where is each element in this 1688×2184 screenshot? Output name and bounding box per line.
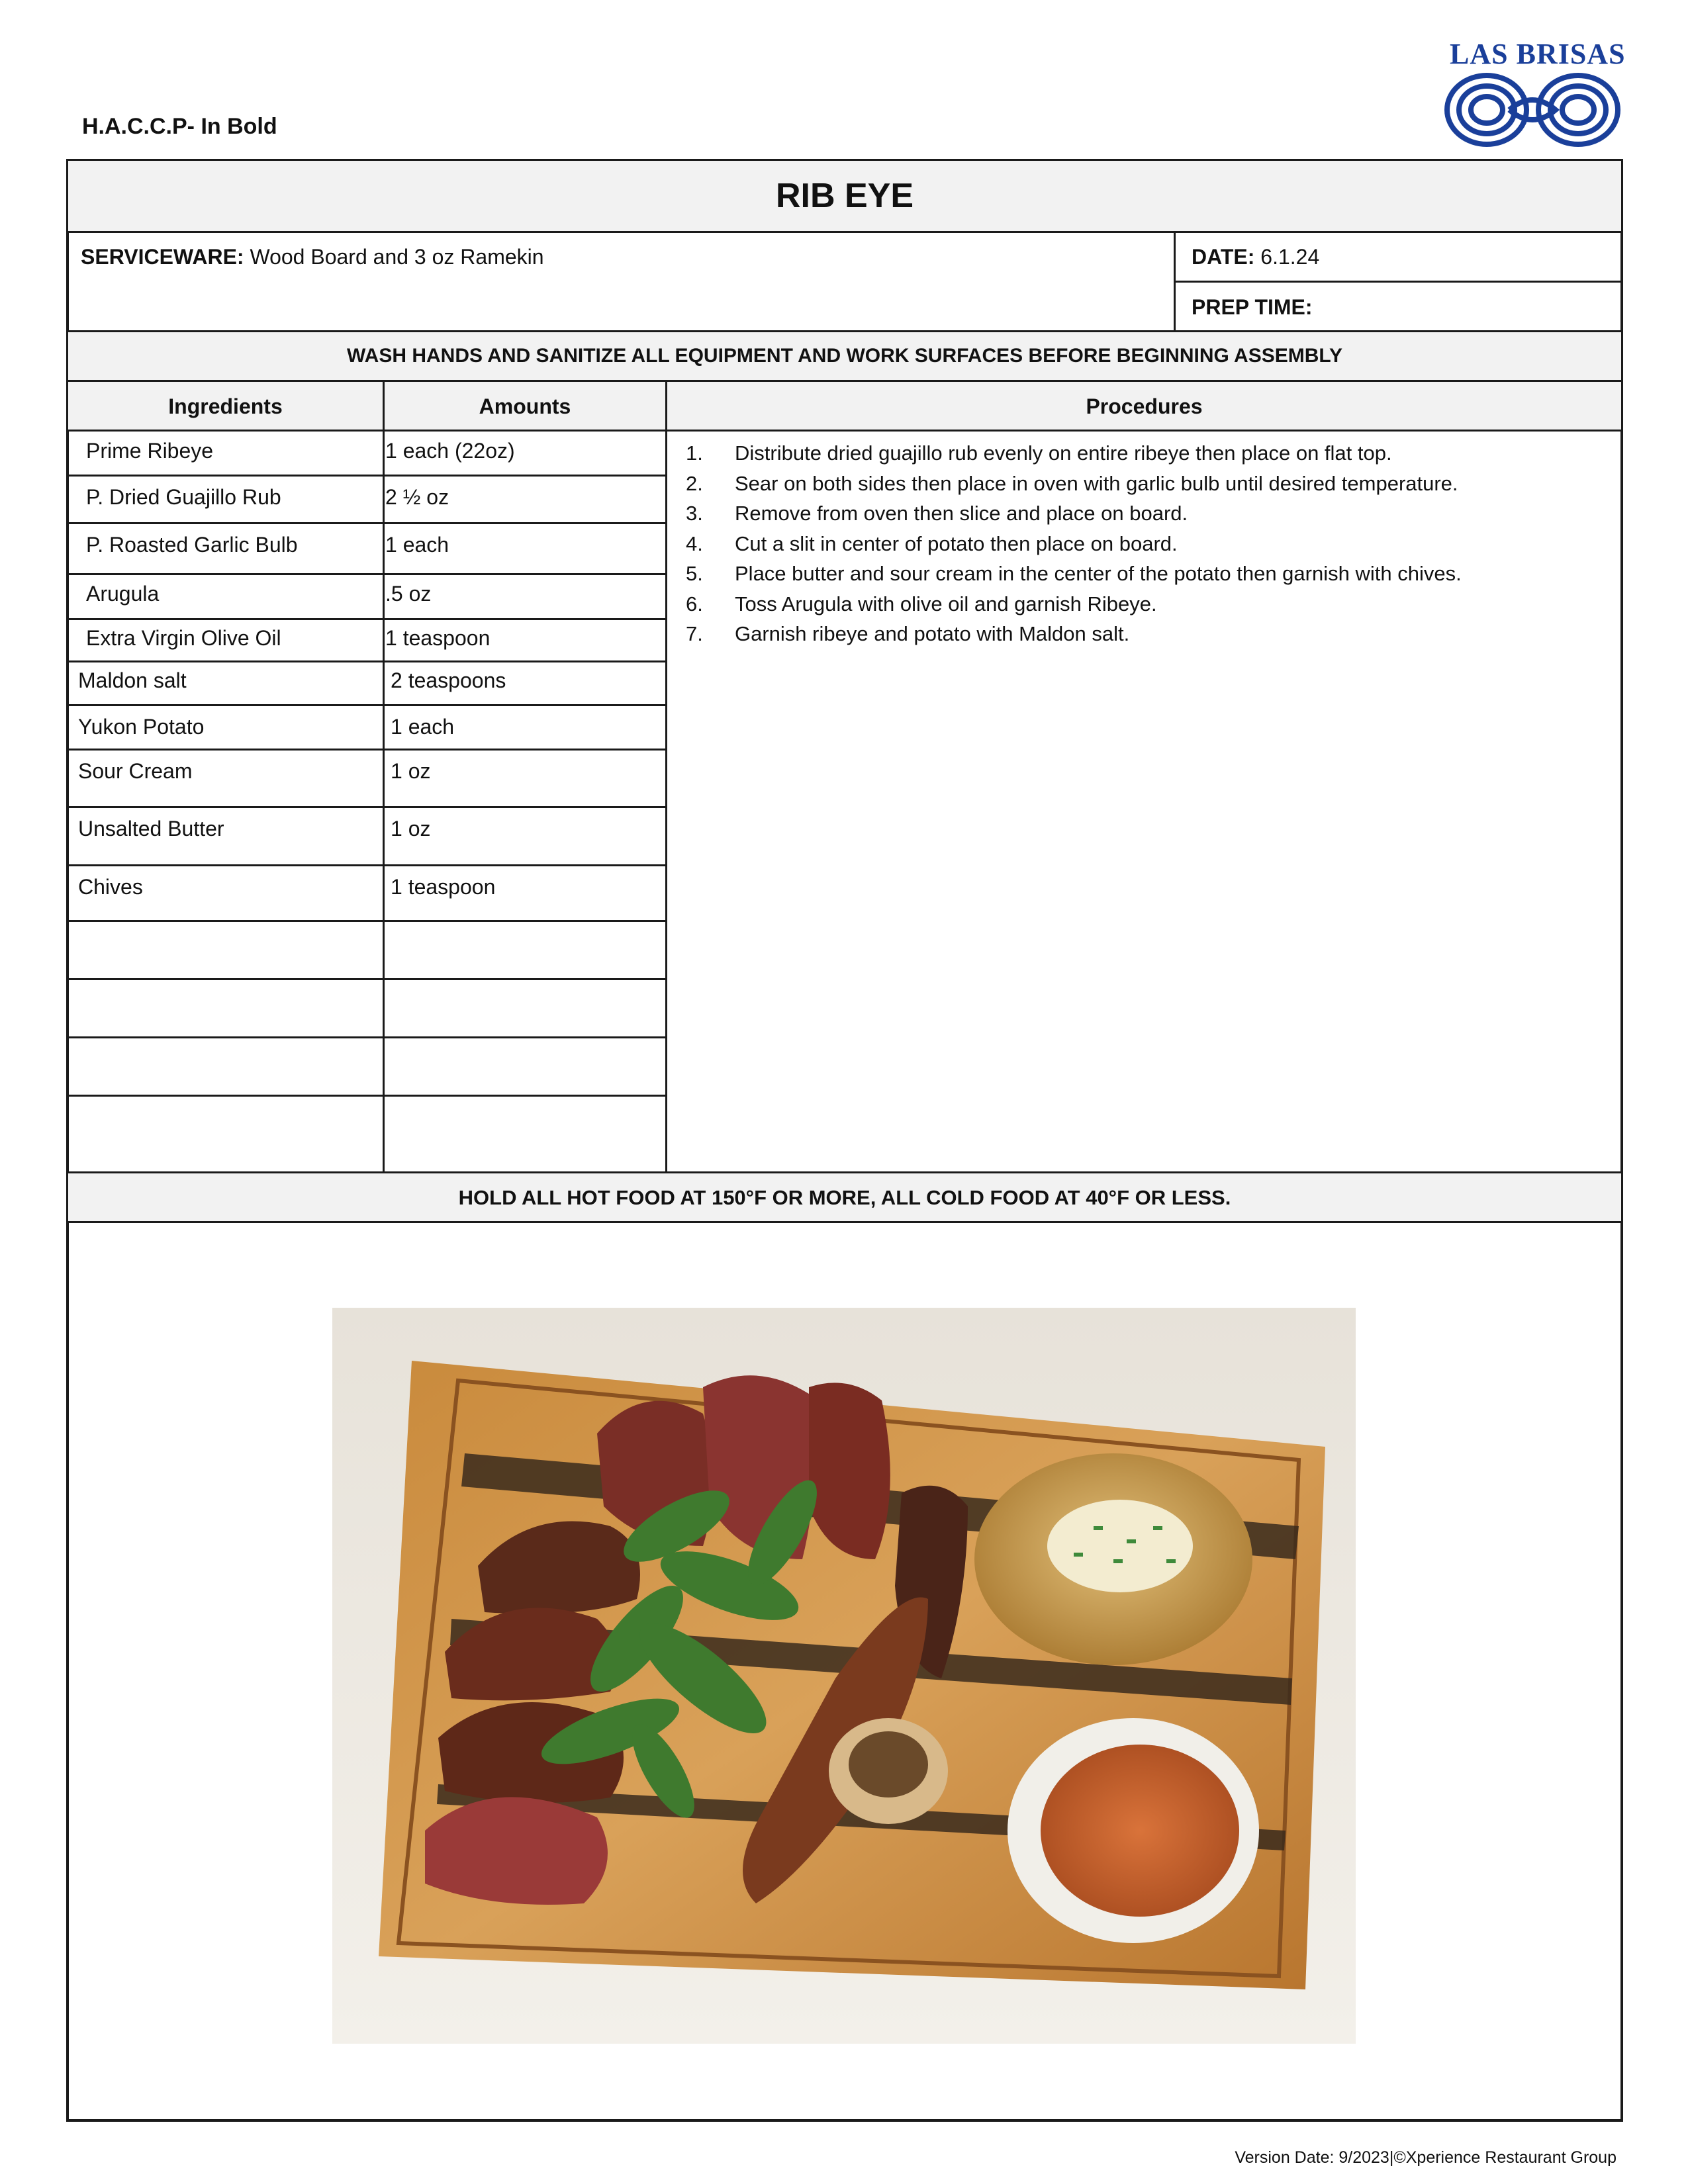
procedure-step bbox=[669, 469, 1462, 499]
procedure-step-number: 3. bbox=[686, 502, 703, 525]
procedure-step bbox=[669, 619, 1462, 649]
ingredient-name: Yukon Potato bbox=[78, 715, 205, 739]
ingredient-name: Extra Virgin Olive Oil bbox=[86, 626, 281, 650]
ingredient-amount: 1 teaspoon bbox=[385, 626, 491, 650]
procedure-step-number: 4. bbox=[686, 531, 703, 555]
date-label: DATE: bbox=[1192, 245, 1255, 269]
ingredient-name: P. Roasted Garlic Bulb bbox=[86, 533, 298, 557]
dish-photo bbox=[332, 1308, 1356, 2044]
amounts-header: Amounts bbox=[479, 394, 571, 418]
ingredient-name: P. Dried Guajillo Rub bbox=[86, 485, 281, 509]
serviceware bbox=[81, 245, 544, 269]
procedure-step-text: Place butter and sour cream in the center of the potato then garnish with chives. bbox=[735, 562, 1462, 585]
ingredient-amount-cell bbox=[383, 978, 667, 1038]
ingredient-amount: 2 teaspoons bbox=[391, 668, 506, 692]
procedure-step-text: Distribute dried guajillo rub evenly on entire ribeye then place on flat top. bbox=[735, 441, 1392, 465]
svg-text:LAS BRISAS: LAS BRISAS bbox=[1450, 38, 1626, 70]
procedure-step-text: Sear on both sides then place in oven with garlic bulb until desired temperature. bbox=[735, 471, 1458, 495]
ingredient-name: Prime Ribeye bbox=[86, 439, 214, 463]
ingredient-name-cell bbox=[66, 978, 385, 1038]
recipe-title: RIB EYE bbox=[775, 177, 914, 215]
procedure-step bbox=[669, 498, 1462, 529]
procedure-step-number: 2. bbox=[686, 471, 703, 495]
ingredient-name-cell bbox=[66, 920, 385, 980]
ingredient-amount: 1 each bbox=[385, 533, 449, 557]
procedure-step bbox=[669, 589, 1462, 619]
ingredient-name: Arugula bbox=[86, 582, 160, 606]
ingredient-amount: 2 ½ oz bbox=[385, 485, 449, 509]
ingredient-name: Chives bbox=[78, 875, 143, 899]
procedure-step-number: 5. bbox=[686, 562, 703, 585]
ingredients-header: Ingredients bbox=[168, 394, 283, 418]
las-brisas-logo bbox=[1436, 38, 1628, 151]
procedure-step-text: Cut a slit in center of potato then place on board. bbox=[735, 531, 1178, 555]
ingredient-amount: 1 teaspoon bbox=[391, 875, 496, 899]
ingredient-amount-cell bbox=[383, 920, 667, 980]
version-footer: Version Date: 9/2023|©Xperience Restaurant Group bbox=[1235, 2148, 1617, 2167]
ingredient-amount-cell bbox=[383, 1095, 667, 1173]
hold-banner-text: HOLD ALL HOT FOOD AT 150°F OR MORE, ALL COLD FOOD AT 40°F OR LESS. bbox=[458, 1186, 1231, 1209]
ingredient-name-cell bbox=[66, 1036, 385, 1097]
ingredient-name: Maldon salt bbox=[78, 668, 187, 692]
procedures-list bbox=[669, 438, 1462, 649]
ingredient-amount: .5 oz bbox=[385, 582, 432, 606]
ingredient-amount-cell bbox=[383, 1036, 667, 1097]
procedure-step-number: 6. bbox=[686, 592, 703, 615]
serviceware-value: Wood Board and 3 oz Ramekin bbox=[244, 245, 544, 269]
date bbox=[1192, 245, 1319, 269]
ingredient-amount: 1 each bbox=[391, 715, 455, 739]
procedure-step bbox=[669, 529, 1462, 559]
procedure-step-number: 7. bbox=[686, 622, 703, 645]
procedures-header: Procedures bbox=[1086, 394, 1203, 418]
ingredient-amount: 1 each (22oz) bbox=[385, 439, 515, 463]
date-value: 6.1.24 bbox=[1254, 245, 1320, 269]
procedure-step bbox=[669, 559, 1462, 589]
procedure-step-text: Remove from oven then slice and place on board. bbox=[735, 502, 1188, 525]
procedure-step-number: 1. bbox=[686, 441, 703, 465]
ingredient-name: Sour Cream bbox=[78, 759, 193, 783]
ingredient-amount: 1 oz bbox=[391, 759, 431, 783]
ingredient-name-cell bbox=[66, 1095, 385, 1173]
haccp-note: H.A.C.C.P- In Bold bbox=[82, 114, 277, 139]
procedure-step bbox=[669, 438, 1462, 469]
ingredient-amount: 1 oz bbox=[391, 817, 431, 841]
procedure-step-text: Garnish ribeye and potato with Maldon salt. bbox=[735, 622, 1130, 645]
procedure-step-text: Toss Arugula with olive oil and garnish Ribeye. bbox=[735, 592, 1157, 615]
wash-banner-text: WASH HANDS AND SANITIZE ALL EQUIPMENT AND WORK SURFACES BEFORE BEGINNING ASSEMBLY bbox=[347, 345, 1342, 367]
prep-time-label: PREP TIME: bbox=[1192, 295, 1313, 319]
serviceware-label: SERVICEWARE: bbox=[81, 245, 244, 269]
ingredient-name: Unsalted Butter bbox=[78, 817, 224, 841]
